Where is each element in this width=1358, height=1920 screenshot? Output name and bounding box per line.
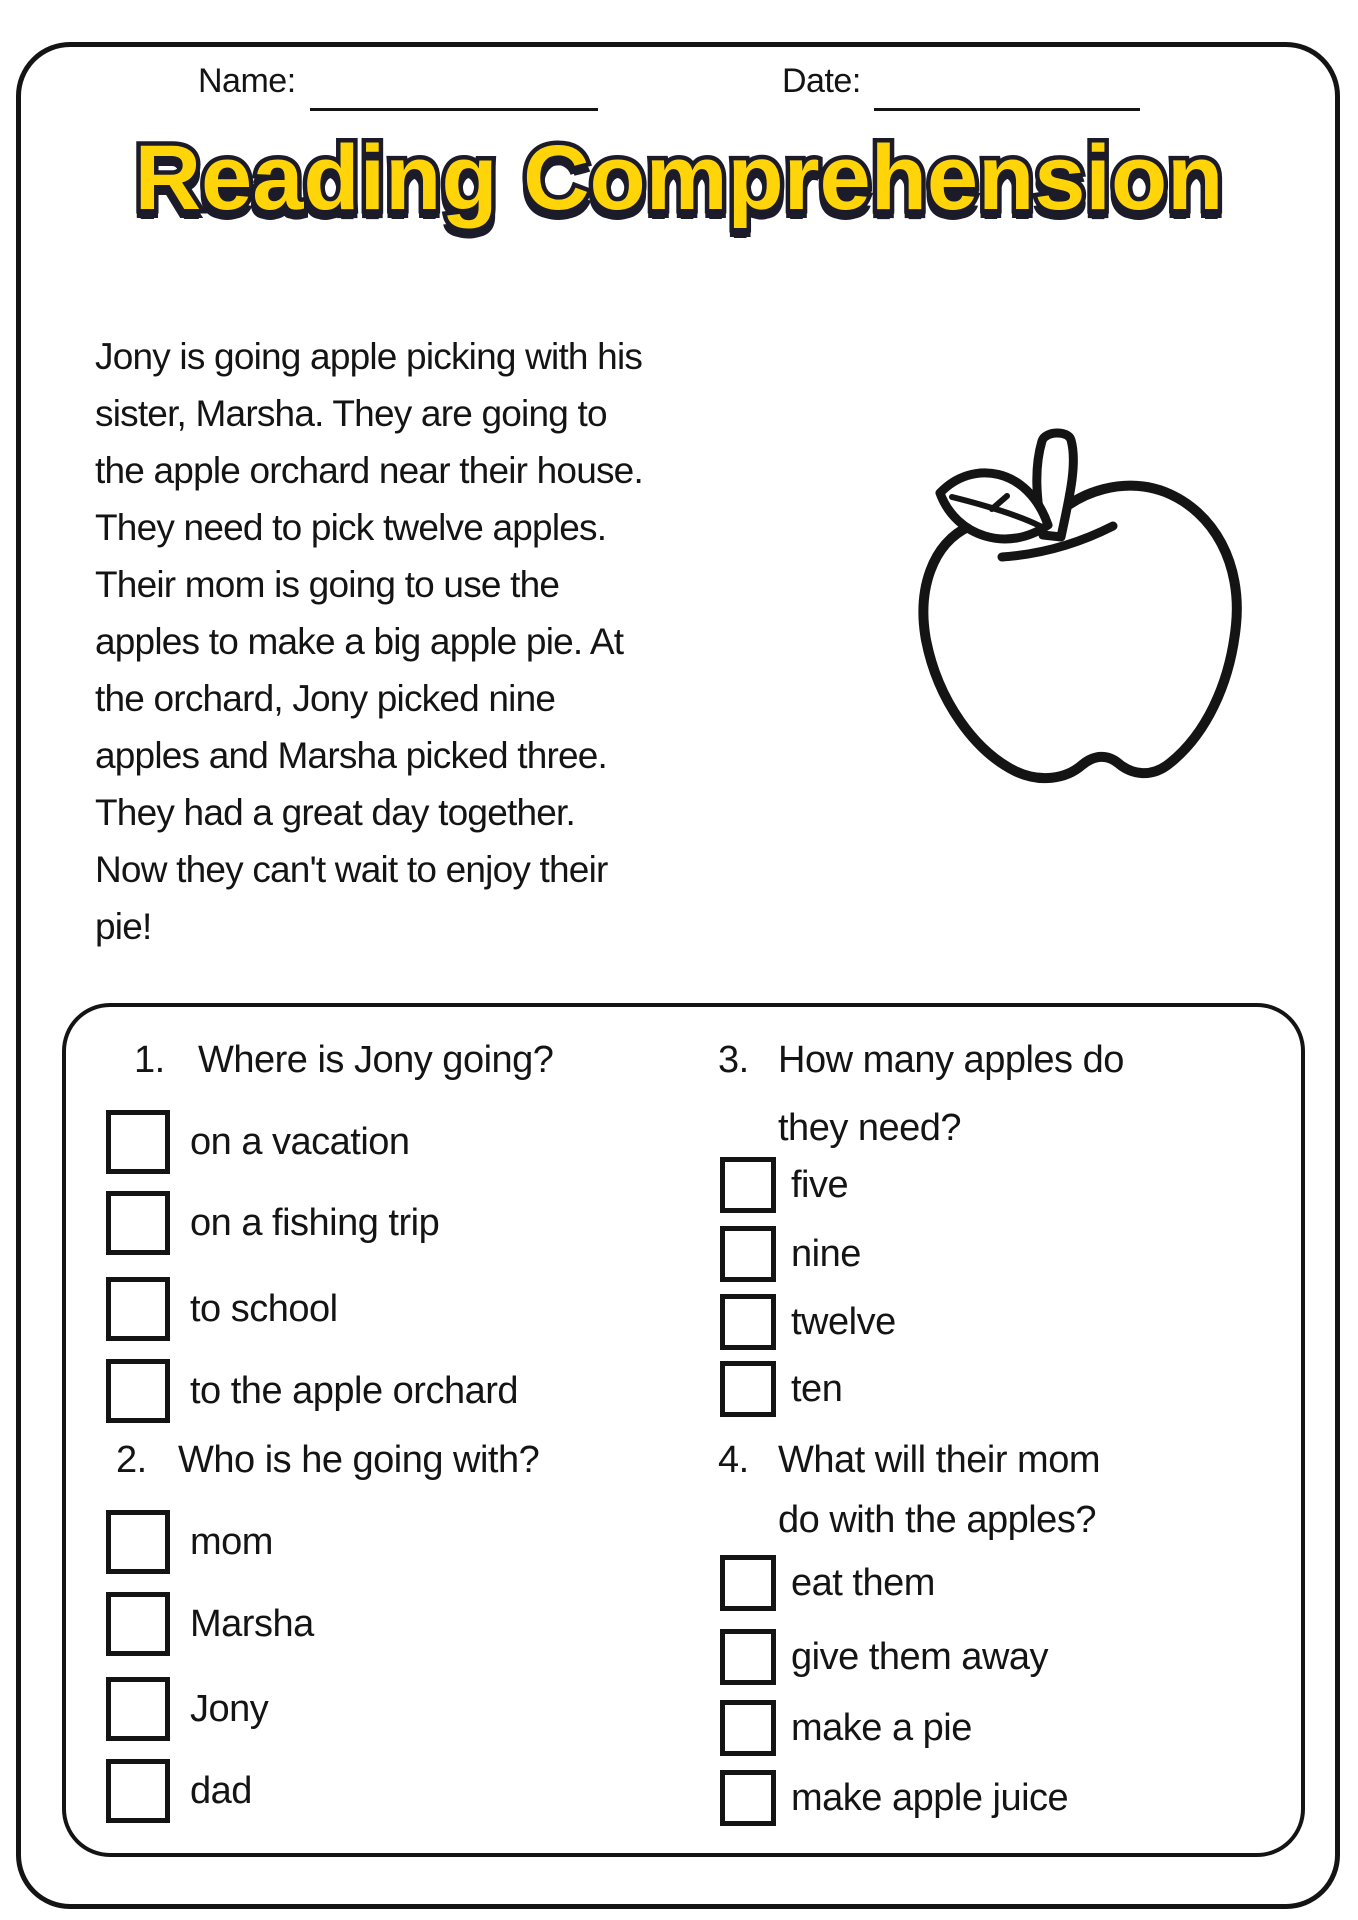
- question-1-number: 1.: [134, 1039, 165, 1081]
- answer-label: nine: [791, 1232, 861, 1275]
- answer-row: [720, 1361, 842, 1417]
- question-3-number: 3.: [718, 1039, 749, 1081]
- answer-checkbox[interactable]: [720, 1294, 776, 1350]
- answer-label: Jony: [190, 1687, 269, 1730]
- passage-line: Jony is going apple picking with his: [95, 336, 643, 377]
- question-4-text-line1: What will their mom: [778, 1439, 1100, 1481]
- date-label: Date:: [782, 62, 861, 100]
- worksheet-title: Reading Comprehension: [134, 127, 1224, 229]
- answer-label: make apple juice: [791, 1776, 1069, 1819]
- question-2-number: 2.: [116, 1439, 147, 1481]
- passage-line: apples and Marsha picked three.: [95, 735, 608, 776]
- answer-row: [106, 1510, 273, 1574]
- answer-checkbox[interactable]: [106, 1759, 170, 1823]
- answer-row: [720, 1226, 861, 1282]
- question-3-text-line2: they need?: [778, 1107, 962, 1149]
- answer-label: give them away: [791, 1635, 1049, 1678]
- reading-passage: [95, 328, 795, 955]
- answer-label: Marsha: [190, 1602, 314, 1645]
- answer-row: [106, 1759, 252, 1823]
- questions-panel: [62, 1003, 1305, 1857]
- answer-label: ten: [791, 1367, 843, 1410]
- answer-checkbox[interactable]: [106, 1677, 170, 1741]
- answer-label: on a fishing trip: [190, 1201, 440, 1244]
- name-blank-line[interactable]: [310, 108, 598, 111]
- question-4-text-line2: do with the apples?: [778, 1499, 1096, 1541]
- answer-checkbox[interactable]: [106, 1592, 170, 1656]
- question-3-text-line1: How many apples do: [778, 1039, 1124, 1081]
- answer-checkbox[interactable]: [106, 1359, 170, 1423]
- answer-label: dad: [190, 1769, 252, 1812]
- answer-row: [106, 1359, 518, 1423]
- date-blank-line[interactable]: [874, 108, 1140, 111]
- answer-label: on a vacation: [190, 1120, 410, 1163]
- answer-row: [106, 1592, 314, 1656]
- answer-checkbox[interactable]: [720, 1361, 776, 1417]
- answer-checkbox[interactable]: [106, 1110, 170, 1174]
- answer-checkbox[interactable]: [720, 1770, 776, 1826]
- answer-checkbox[interactable]: [720, 1700, 776, 1756]
- answer-row: [106, 1677, 268, 1741]
- passage-line: apples to make a big apple pie. At: [95, 621, 624, 662]
- passage-line: Their mom is going to use the: [95, 564, 560, 605]
- answer-checkbox[interactable]: [720, 1629, 776, 1685]
- answer-row: [720, 1700, 972, 1756]
- apple-icon: [880, 385, 1300, 825]
- answer-label: to school: [190, 1287, 338, 1330]
- passage-line: pie!: [95, 906, 152, 947]
- answer-checkbox[interactable]: [720, 1157, 776, 1213]
- answer-row: [720, 1555, 935, 1611]
- answer-row: [720, 1629, 1048, 1685]
- answer-checkbox[interactable]: [720, 1226, 776, 1282]
- answer-label: five: [791, 1163, 849, 1206]
- passage-line: sister, Marsha. They are going to: [95, 393, 607, 434]
- answer-label: eat them: [791, 1561, 935, 1604]
- answer-row: [106, 1110, 410, 1174]
- answer-row: [106, 1191, 439, 1255]
- answer-checkbox[interactable]: [106, 1191, 170, 1255]
- answer-checkbox[interactable]: [106, 1277, 170, 1341]
- name-label: Name:: [198, 62, 296, 100]
- question-4-number: 4.: [718, 1439, 749, 1481]
- passage-line: Now they can't wait to enjoy their: [95, 849, 608, 890]
- answer-row: [720, 1294, 896, 1350]
- answer-label: to the apple orchard: [190, 1369, 519, 1412]
- question-1-text: Where is Jony going?: [198, 1039, 554, 1081]
- answer-row: [106, 1277, 338, 1341]
- answer-row: [720, 1770, 1068, 1826]
- passage-line: They had a great day together.: [95, 792, 575, 833]
- answer-label: mom: [190, 1520, 273, 1563]
- passage-line: the apple orchard near their house.: [95, 450, 643, 491]
- passage-line: They need to pick twelve apples.: [95, 507, 607, 548]
- answer-label: twelve: [791, 1300, 896, 1343]
- answer-label: make a pie: [791, 1706, 972, 1749]
- question-2-text: Who is he going with?: [178, 1439, 540, 1481]
- passage-line: the orchard, Jony picked nine: [95, 678, 556, 719]
- answer-checkbox[interactable]: [720, 1555, 776, 1611]
- answer-checkbox[interactable]: [106, 1510, 170, 1574]
- answer-row: [720, 1157, 848, 1213]
